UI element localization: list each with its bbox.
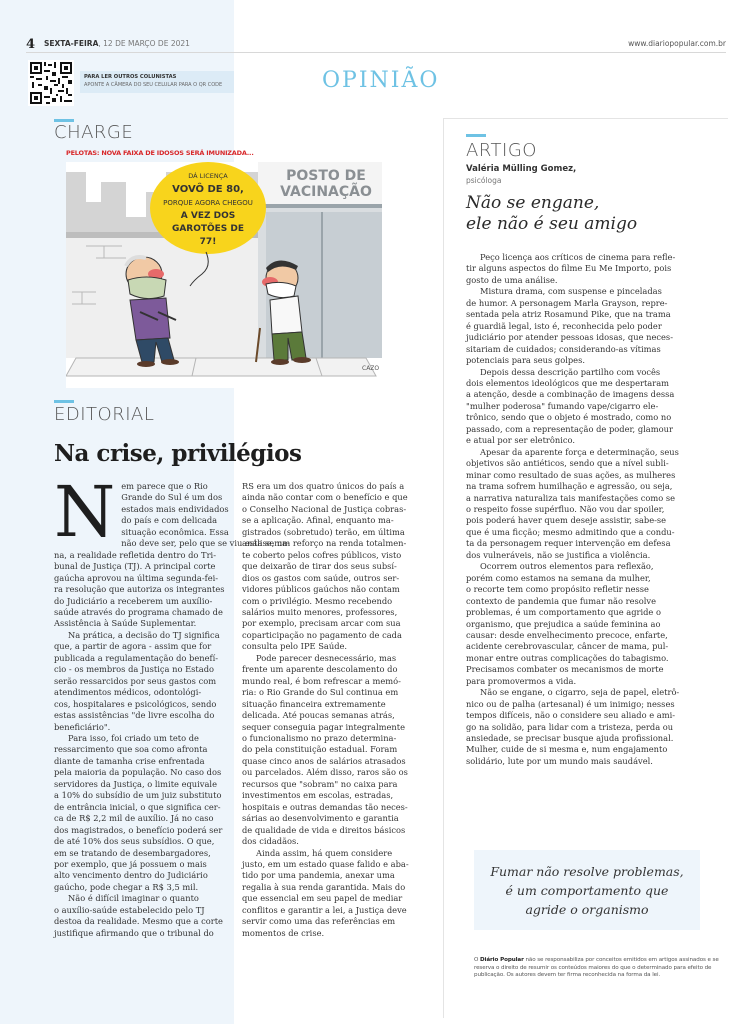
text-line: Assistência à Saúde Suplementar. <box>54 618 197 629</box>
text-line: servir como uma das referências em <box>242 916 396 927</box>
text-line: Não se engane, o cigarro, seja de papel, eletrô- <box>480 687 680 698</box>
text-line: coparticipação no pagamento de cada <box>242 629 402 640</box>
text-line: momentos de crise. <box>242 927 325 938</box>
artigo-title <box>466 193 637 235</box>
text-line: tir alguns aspectos do filme Eu Me Importo, pois <box>466 263 672 274</box>
text-line: salários muito menores, professores, <box>242 606 398 617</box>
text-line: tempos difíceis, não o considere seu aliado e ami- <box>466 710 676 721</box>
text-line: que essencial em seu papel de mediar <box>242 893 403 904</box>
text-line: porém como estamos na semana da mulher, <box>466 572 651 583</box>
text-line: ra resolução que autoriza os integrantes <box>54 584 225 595</box>
text-line: pois poderá haver quem deseje assistir, sabe-se <box>466 515 667 526</box>
text-line: tido por uma pandemia, anexar uma <box>242 870 395 881</box>
text-line: do país e com delicada <box>121 515 218 526</box>
text-line: Não é difícil imaginar o quanto <box>68 893 199 904</box>
text-line: hospitais e outras demandas tão neces- <box>242 801 408 812</box>
text-line: ca de R$ 2,2 mil de auxílio. Já no caso <box>54 813 214 824</box>
qr-promo-title: PARA LER OUTROS COLUNISTAS <box>84 74 177 80</box>
text-line: Precisamos combater os mecanismos de morte <box>466 664 664 675</box>
balloon-line6: 77! <box>199 237 217 247</box>
text-line: do Judiciário a receberem um auxílio- <box>54 595 213 606</box>
text-line: com o privilégio. Mesmo recebendo <box>242 595 393 606</box>
text-line: alto vencimento dentro do Judiciário <box>54 870 208 881</box>
text-line: Mulher, cuide de si mesma e, num engajamento <box>466 744 668 755</box>
pull-quote-line-2: é um comportamento que <box>505 883 669 898</box>
text-line: que, a partir de agora - assim que for <box>54 641 212 652</box>
text-line: Peço licença aos críticos de cinema para refle- <box>480 252 676 262</box>
text-line: destoa da realidade. Mesmo que a corte <box>54 916 223 927</box>
text-line: ressarcimento que soa como afronta <box>54 744 208 755</box>
text-line: ou parcelados. Além disso, raros são os <box>242 767 408 778</box>
text-line: Ainda assim, há quem considere <box>256 847 393 858</box>
text-line: para promovermos a vida. <box>466 675 577 686</box>
text-line: go na solidão, para lidar com a tristeza, perda ou <box>466 721 674 732</box>
text-line: estas assistências "de livre escolha do <box>54 710 215 721</box>
text-line: gosto de uma análise. <box>466 274 558 285</box>
text-line: atendimentos médicos, odontológi- <box>54 687 202 698</box>
qr-promo-subtitle: APONTE A CÂMERA DO SEU CELULAR PARA O QR CODE <box>84 82 223 88</box>
text-line: Apesar da aparente força e determinação, seus <box>480 446 679 457</box>
text-line: por exemplo, que já possuem o mais <box>54 858 207 869</box>
text-line: por exemplo, precisam arcar com sua <box>242 618 401 629</box>
text-line: quase cinco anos de salários atrasados <box>242 755 406 766</box>
editorial-kicker: EDITORIAL <box>54 404 155 425</box>
artigo-title-line-1: Não se engane, <box>466 193 600 213</box>
text-line: RS era um dos quatro únicos do país a <box>242 481 405 491</box>
text-line: o respeito fosse supérfluo. Não vou dar spoiler, <box>466 503 665 514</box>
pull-quote-line-3: agride o organismo <box>525 902 649 917</box>
text-line: Pode parecer desnecessário, mas <box>256 652 397 663</box>
text-line: justifique afirmando que o tribunal do <box>54 927 214 938</box>
text-line: o Conselho Nacional de Justiça cobras- <box>242 503 407 514</box>
issue-date <box>44 39 190 48</box>
balloon-line5: GAROTÕES DE <box>171 224 245 234</box>
text-line: solidário, lute por um mundo mais saudável. <box>466 755 653 766</box>
text-line: frente um aparente descolamento do <box>242 664 398 675</box>
text-line: do pela constituição estadual. Foram <box>242 744 398 755</box>
text-line: bunal de Justiça (TJ). A principal corte <box>54 561 216 572</box>
text-line: Para isso, foi criado um teto de <box>68 732 199 743</box>
text-line: saúde através do programa chamado de <box>54 606 223 617</box>
disclaimer-brand: Diário Popular <box>479 957 524 963</box>
text-line: problemas, é um comportamento que agride o <box>466 607 661 618</box>
drop-cap: N <box>54 471 116 553</box>
text-line: minar como resultado de suas ações, as mulheres <box>466 469 676 480</box>
pull-quote <box>474 850 700 930</box>
text-line: não deve ser, pelo que se viu esta sema- <box>121 538 290 549</box>
text-line: nico ou de palha (artesanal) é um inimigo; nesses <box>466 698 675 709</box>
text-line: situação financeira extremamente <box>242 698 386 709</box>
text-line: mundo real, é bom refrescar a memó- <box>242 675 401 686</box>
text-line: te coberto pelos cofres públicos, visto <box>242 549 402 560</box>
balloon-line2: VOVÔ DE 80, <box>172 184 244 195</box>
page-header <box>26 37 726 53</box>
text-line: contexto de pandemia que fumar não resolve <box>466 595 656 606</box>
text-line: se a aplicação. Afinal, enquanto ma- <box>242 515 394 526</box>
text-line: estados mais endividados <box>121 503 229 514</box>
text-line: passado, com a representação de poder, glamour <box>466 423 673 434</box>
text-line: de qualidade de vida e direitos básicos <box>242 824 406 835</box>
text-line: Mistura drama, com suspense e pinceladas <box>480 286 662 297</box>
text-line: trônico, sendo que o objeto é mostrado, como no <box>466 412 672 423</box>
weekday: SEXTA-FEIRA <box>44 39 99 48</box>
artigo-body <box>466 252 728 767</box>
text-line: e atual por ser eletrônico. <box>466 435 575 446</box>
text-line: objetivos são antiéticos, sendo que a nível subli- <box>466 458 669 469</box>
text-line: regalia à sua renda garantida. Mais do <box>242 881 406 892</box>
text-line: publicada a regulamentação do benefí- <box>54 652 219 663</box>
text-line: o auxílio-saúde estabelecido pelo TJ <box>54 904 205 915</box>
text-line: judiciário por atender pessoas idosas, que neces- <box>466 332 673 343</box>
text-line: de humor. A personagem Marla Grayson, repre- <box>466 297 668 308</box>
cartoonist-signature: CAZO <box>362 365 380 372</box>
text-line: dois elementos ideológicos que me despertaram <box>466 377 670 388</box>
text-line: a 10% do subsídio de um juiz substituto <box>54 790 222 801</box>
text-line: investimentos em escolas, estradas, <box>242 790 394 801</box>
text-line: recursos que "sobram" no caixa para <box>242 778 398 789</box>
date-text: , 12 DE MARÇO DE 2021 <box>98 39 190 48</box>
text-line: dios os gastos com saúde, outros ser- <box>242 572 400 583</box>
editorial-accent-bar <box>54 400 74 403</box>
website-link[interactable]: www.diariopopular.com.br <box>628 39 726 48</box>
cartoon-image <box>66 162 382 388</box>
text-line: Na prática, a decisão do TJ significa <box>68 629 220 640</box>
disclaimer-text: não se responsabiliza por conceitos emitidos em artigos assinados e se reserva o direito de resumir os conteúdos maiores do que o determinado para efeito de publicação. Os autores devem ter firma reconhecida na forma da lei. <box>474 957 719 979</box>
text-line: pela maioria da população. No caso dos <box>54 767 222 778</box>
page-number: 4 <box>26 37 36 52</box>
qr-code-icon[interactable] <box>28 60 74 106</box>
text-line: dos magistrados, o benefício poderá ser <box>54 824 223 835</box>
text-line: conflitos e garantir a lei, a Justiça deve <box>242 904 407 915</box>
text-line: beneficiário". <box>54 721 111 732</box>
text-line: o recorte tem como propósito refletir nesse <box>466 584 649 595</box>
text-line: é guardiã legal, isto é, reconhecida pelo poder <box>466 320 662 331</box>
artigo-accent-bar <box>466 134 486 137</box>
balloon-line3: PORQUE AGORA CHEGOU <box>163 199 253 207</box>
text-line: cos, hospitalares e psicológicos, sendo <box>54 698 217 709</box>
text-line: dos cidadãos. <box>242 836 299 847</box>
text-line: ta da personagem requer intervenção em defesa <box>466 538 671 549</box>
text-line: diante de tamanha crise enfrentada <box>54 755 205 766</box>
text-line: "mulher poderosa" fumando vape/cigarro ele- <box>466 400 659 411</box>
author-name: Valéria Mülling Gomez, <box>466 164 577 174</box>
balloon-line4: A VEZ DOS <box>180 211 236 221</box>
artigo-title-line-2: ele não é seu amigo <box>466 214 638 234</box>
text-line: dos vulneráveis, não se justifica a violência. <box>466 549 651 560</box>
text-line: organismo, que prejudica a saúde feminina ao <box>466 618 661 629</box>
author-role: psicóloga <box>466 176 502 185</box>
balloon-line1: DÁ LICENÇA <box>188 172 228 180</box>
text-line: em parece que o Rio <box>121 481 208 491</box>
editorial-title: Na crise, privilégios <box>54 440 302 467</box>
text-line: de até 10% dos seus subsídios. O que, <box>54 836 215 847</box>
text-line: serão ressarcidos por seus gastos com <box>54 675 217 686</box>
text-line: cio - os membros da Justiça no Estado <box>54 664 214 675</box>
disclaimer <box>474 957 734 980</box>
section-title: OPINIÃO <box>322 68 440 93</box>
text-line: justo, em um estado quase falido e aba- <box>242 858 409 869</box>
text-line: situação econômica. Essa <box>121 526 229 537</box>
text-line: delicada. Até poucas semanas atrás, <box>242 710 395 721</box>
text-line: em se tratando de desembargadores, <box>54 847 211 858</box>
text-line: gaúcho, pode chegar a R$ 3,5 mil. <box>54 881 199 892</box>
cartoon-sign-line1: POSTO DE <box>286 168 366 184</box>
text-line: que deixarão de tirar dos seus subsí- <box>242 561 397 572</box>
pull-quote-line-1: Fumar não resolve problemas, <box>490 864 684 879</box>
text-line: ria: o Rio Grande do Sul continua em <box>242 687 399 698</box>
text-line: análise, um reforço na renda totalmen- <box>242 538 407 549</box>
text-line: acidente cerebrovascular, câncer de mama, pul- <box>466 641 669 652</box>
disclaimer-prefix: O <box>474 957 480 963</box>
text-line: sárias ao desenvolvimento e garantia <box>242 813 399 824</box>
text-line: sitariam de cuidados; considerando-as vítimas <box>466 343 661 354</box>
cartoon-caption: PELOTAS: NOVA FAIXA DE IDOSOS SERÁ IMUNIZADA... <box>66 149 254 157</box>
text-line: na trama sofrem humilhação e agressão, ou seja, <box>466 481 673 492</box>
text-line: Grande do Sul é um dos <box>121 492 223 503</box>
charge-kicker: CHARGE <box>54 122 134 143</box>
text-line: gistrados (sobretudo) terão, em última <box>242 526 405 537</box>
text-line: ainda não contar com o benefício e que <box>242 492 408 503</box>
text-line: gaúcha aprovou na última segunda-fei- <box>54 572 219 583</box>
text-line: a atenção, desde a combinação de imagens dessa <box>466 389 675 400</box>
text-line: potenciais para seus golpes. <box>466 355 585 366</box>
editorial-column-2 <box>242 481 428 939</box>
text-line: causar: desde envelhecimento precoce, enfarte, <box>466 629 668 640</box>
artigo-kicker: ARTIGO <box>466 140 537 161</box>
text-line: ansiedade, se precisar busque ajuda profissional. <box>466 733 674 744</box>
text-line: na, a realidade refletida dentro do Tri- <box>54 549 216 560</box>
text-line: Depois dessa descrição partilho com vocês <box>480 366 661 377</box>
text-line: a narrativa naturaliza tais manifestações como se <box>466 492 676 503</box>
text-line: vidores públicos gaúchos não contam <box>242 584 400 595</box>
text-line: sentada pela atriz Rosamund Pike, que na trama <box>466 309 671 320</box>
text-line: servidores da Justiça, o limite equivale <box>54 778 217 789</box>
text-line: monar entre outras complicações do tabagismo. <box>466 652 669 663</box>
text-line: sequer conseguia pagar integralmente <box>242 721 405 732</box>
text-line: o funcionalismo no prazo determina- <box>242 732 397 743</box>
text-line: de entrância inicial, o que significa cer- <box>54 801 221 812</box>
text-line: Ocorrem outros elementos para reflexão, <box>480 561 654 572</box>
text-line: que é uma ficção; mesmo admitindo que a condu- <box>466 526 675 537</box>
text-line: consulta pelo IPE Saúde. <box>242 641 348 652</box>
cartoon-sign-line2: VACINAÇÃO <box>280 184 372 200</box>
